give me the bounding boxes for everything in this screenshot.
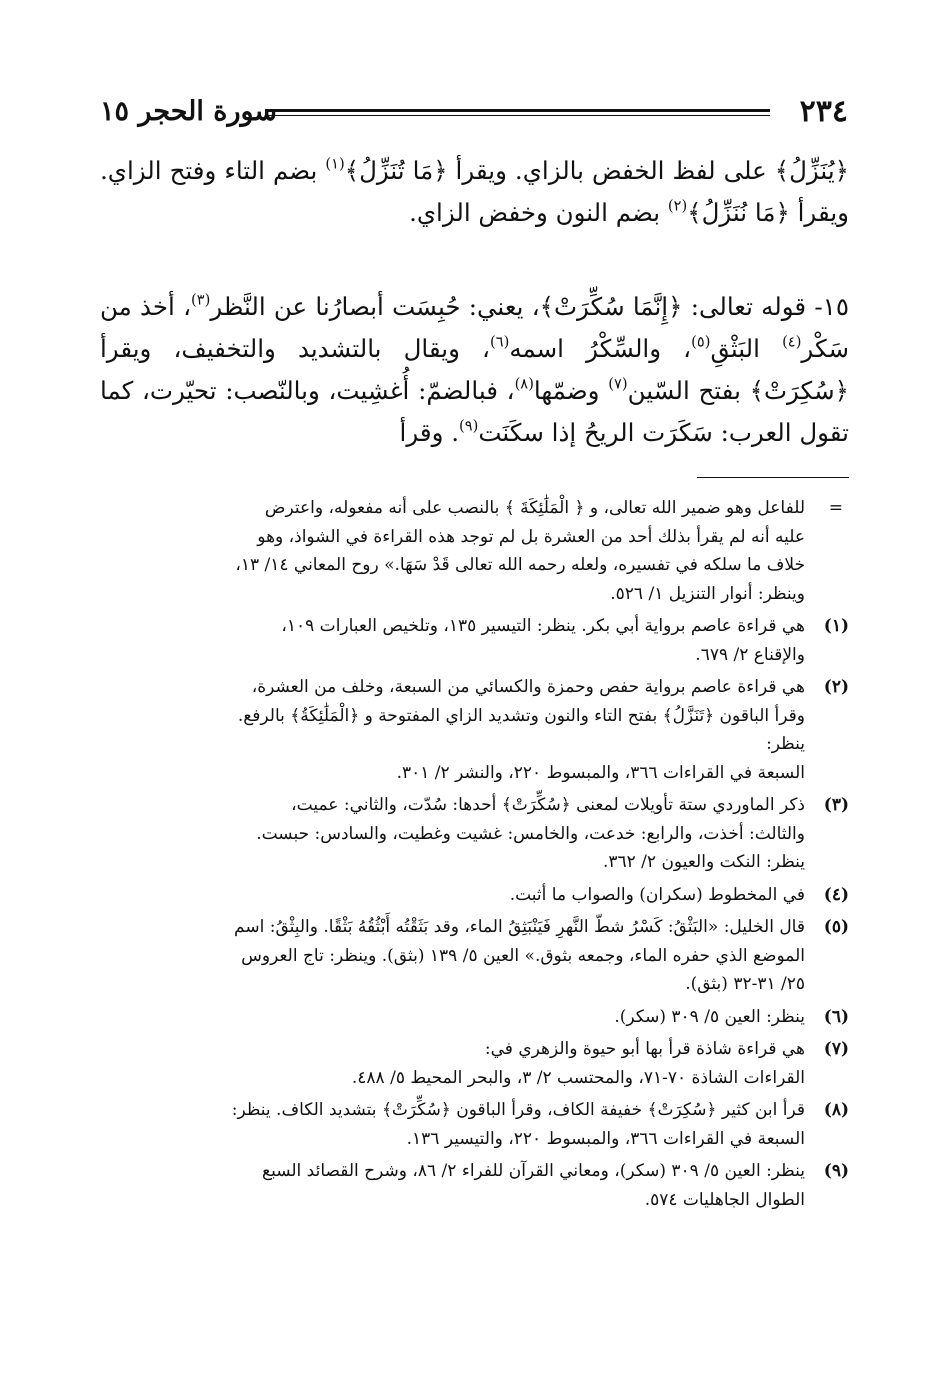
footnote-line: والثالث: أخذت، والرابع: خدعت، والخامس: غشيت وغطيت، والسادس: حبست.	[256, 823, 805, 844]
footnote-9	[100, 1157, 849, 1214]
main-paragraph-1	[100, 150, 849, 234]
footnote-ref[interactable]: (٣)	[190, 291, 211, 309]
footnote-ref[interactable]: (٩)	[459, 417, 479, 435]
footnote-number: (٩)	[823, 1161, 849, 1181]
footnote-line: الطوال الجاهليات ٥٧٤.	[644, 1189, 805, 1210]
text-run: ، أخذ من سَكْر	[100, 292, 849, 363]
footnote-line: ينظر: العين ٥/ ٣٠٩ (سكر).	[614, 1006, 805, 1027]
footnote-7	[100, 1035, 849, 1092]
running-title: سورة الحجر ١٥	[100, 96, 278, 127]
header-rule	[265, 109, 770, 112]
footnote-ref[interactable]: (٤)	[782, 333, 802, 351]
text-run: . وقرأ	[399, 418, 459, 447]
footnote-line: هي قراءة شاذة قرأ بها أبو حيوة والزهري في:	[484, 1039, 805, 1059]
footnote-line: خلاف ما سلكه في تفسيره، ولعله رحمه الله تعالى قَدْ سَهَا.» روح المعاني ١٤/ ١٣،	[235, 555, 805, 575]
footnote-number: (٢)	[823, 677, 849, 697]
footnote-line: ذكر الماوردي ستة تأويلات لمعنى ﴿سُكِّرَتْ﴾ أحدها: سُدّت، والثاني: عميت،	[291, 795, 805, 815]
footnote-line: ٢٥/ ٣١-٣٢ (بثق).	[685, 974, 805, 994]
footnote-ref[interactable]: (٧)	[608, 375, 628, 393]
footnote-number: (٤)	[823, 884, 849, 905]
footnote-divider	[697, 477, 849, 478]
footnote-line: في المخطوط (سكران) والصواب ما أثبت.	[509, 884, 805, 905]
footnote-continuation	[100, 494, 849, 608]
text-run: البَثْقِ	[710, 334, 783, 363]
text-run: ، فبالضمّ: أُغشِيت، وبالنّصب: تحيّرت، كما تقول العرب: سَكَرَت الريحُ إذا سكَنَت	[100, 376, 849, 447]
footnote-ref[interactable]: (١)	[325, 155, 345, 173]
footnote-ref[interactable]: (٦)	[489, 333, 510, 351]
footnote-line: السبعة في القراءات ٣٦٦، والمبسوط ٢٢٠، والنشر ٢/ ٣٠١.	[396, 762, 805, 783]
footnote-line: قال الخليل: «البَثْقُ: كَسْرُ شطّ النَّهرِ فَيَنْبَثِقُ الماء، وقد بَثَقْتُه أَبْثُقُهُ بَثْقًا. والبِثْقُ: اسم	[234, 917, 805, 937]
text-run: ﴿يُنَزِّلُ﴾ على لفظ الخفض بالزاي. ويقرأ ﴿مَا تُنَزِّلُ﴾	[344, 156, 849, 185]
text-run: ، ويقال بالتشديد والتخفيف، ويقرأ ﴿سُكِرَتْ﴾ بفتح السّين	[100, 334, 849, 405]
footnote-number: (٦)	[823, 1006, 849, 1027]
footnote-8	[100, 1096, 849, 1153]
footnote-line: قرأ ابن كثير ﴿سُكِرَتْ﴾ خفيفة الكاف، وقرأ الباقون ﴿سُكِّرَتْ﴾ بتشديد الكاف. ينظر:	[231, 1100, 805, 1120]
footnote-number: (٧)	[823, 1039, 849, 1059]
footnote-number: (٣)	[823, 795, 849, 815]
text-run: بضم النون وخفض الزاي.	[409, 198, 668, 227]
text-run: ١٥- قوله تعالى: ﴿إِنَّمَا سُكِّرَتْ﴾، يعني: حُبِسَت أبصارُنا عن النَّظر	[210, 292, 849, 321]
footnote-line: ينظر: النكت والعيون ٢/ ٣٦٢.	[602, 852, 805, 872]
footnote-line: للفاعل وهو ضمير الله تعالى، و ﴿ الْمَلَٰئِكَةَ ﴾ بالنصب على أنه مفعوله، واعترض	[264, 498, 805, 518]
page-header	[100, 92, 848, 132]
footnote-ref[interactable]: (٥)	[691, 333, 711, 351]
footnote-ref[interactable]: (٢)	[667, 197, 688, 215]
footnote-number: (١)	[823, 616, 849, 636]
footnote-line: وينظر: أنوار التنزيل ١/ ٥٢٦.	[610, 583, 805, 604]
footnote-line: ينظر: العين ٥/ ٣٠٩ (سكر)، ومعاني القرآن للفراء ٢/ ٨٦، وشرح القصائد السبع	[262, 1161, 805, 1181]
footnote-line: هي قراءة عاصم برواية حفص وحمزة والكسائي من السبعة، وخلف من العشرة،	[251, 677, 805, 697]
footnote-ref[interactable]: (٨)	[514, 375, 534, 393]
footnote-line: عليه أنه لم يقرأ بذلك أحد من العشرة بل لم توجد هذه القراءة في الشواذ، وهو	[257, 526, 805, 547]
footnote-line: والإقناع ٢/ ٦٧٩.	[695, 644, 805, 665]
continuation-mark: =	[828, 498, 843, 518]
footnote-line: القراءات الشاذة ٧٠-٧١، والمحتسب ٢/ ٣، والبحر المحيط ٥/ ٤٨٨.	[351, 1067, 805, 1088]
footnote-line: السبعة في القراءات ٣٦٦، والمبسوط ٢٢٠، والتيسير ١٣٦.	[406, 1128, 805, 1149]
footnote-line: الموضع الذي حفره الماء، وجمعه بثوق.» العين ٥/ ١٣٩ (بثق). وينظر: تاج العروس	[241, 945, 805, 966]
footnote-3	[100, 791, 849, 877]
footnote-6	[100, 1003, 849, 1032]
footnote-line: وقرأ الباقون ﴿تَنَزَّلُ﴾ بفتح التاء والنون وتشديد الزاي المفتوحة و ﴿الْمَلَٰئِكَةُ﴾ بالرفع.	[237, 705, 805, 726]
page-number: ٢٣٤	[799, 94, 848, 129]
footnote-line: ينظر:	[766, 734, 805, 754]
footnote-line: هي قراءة عاصم برواية أبي بكر. ينظر: التيسير ١٣٥، وتلخيص العبارات ١٠٩،	[281, 616, 805, 636]
text-run: بضم التاء وفتح الزاي. ويقرأ ﴿مَا نُنَزِّلُ﴾	[100, 156, 849, 227]
main-paragraph-2	[100, 286, 849, 454]
footnote-2	[100, 673, 849, 787]
footnote-number: (٥)	[823, 917, 849, 937]
text-run: ، والسِّكْرُ اسمه	[509, 334, 692, 363]
footnote-1	[100, 612, 849, 669]
footnote-number: (٨)	[823, 1100, 849, 1120]
footnote-5	[100, 913, 849, 999]
text-run: وضمّها	[533, 376, 609, 405]
footnote-4	[100, 881, 849, 910]
footnotes	[100, 494, 849, 1218]
